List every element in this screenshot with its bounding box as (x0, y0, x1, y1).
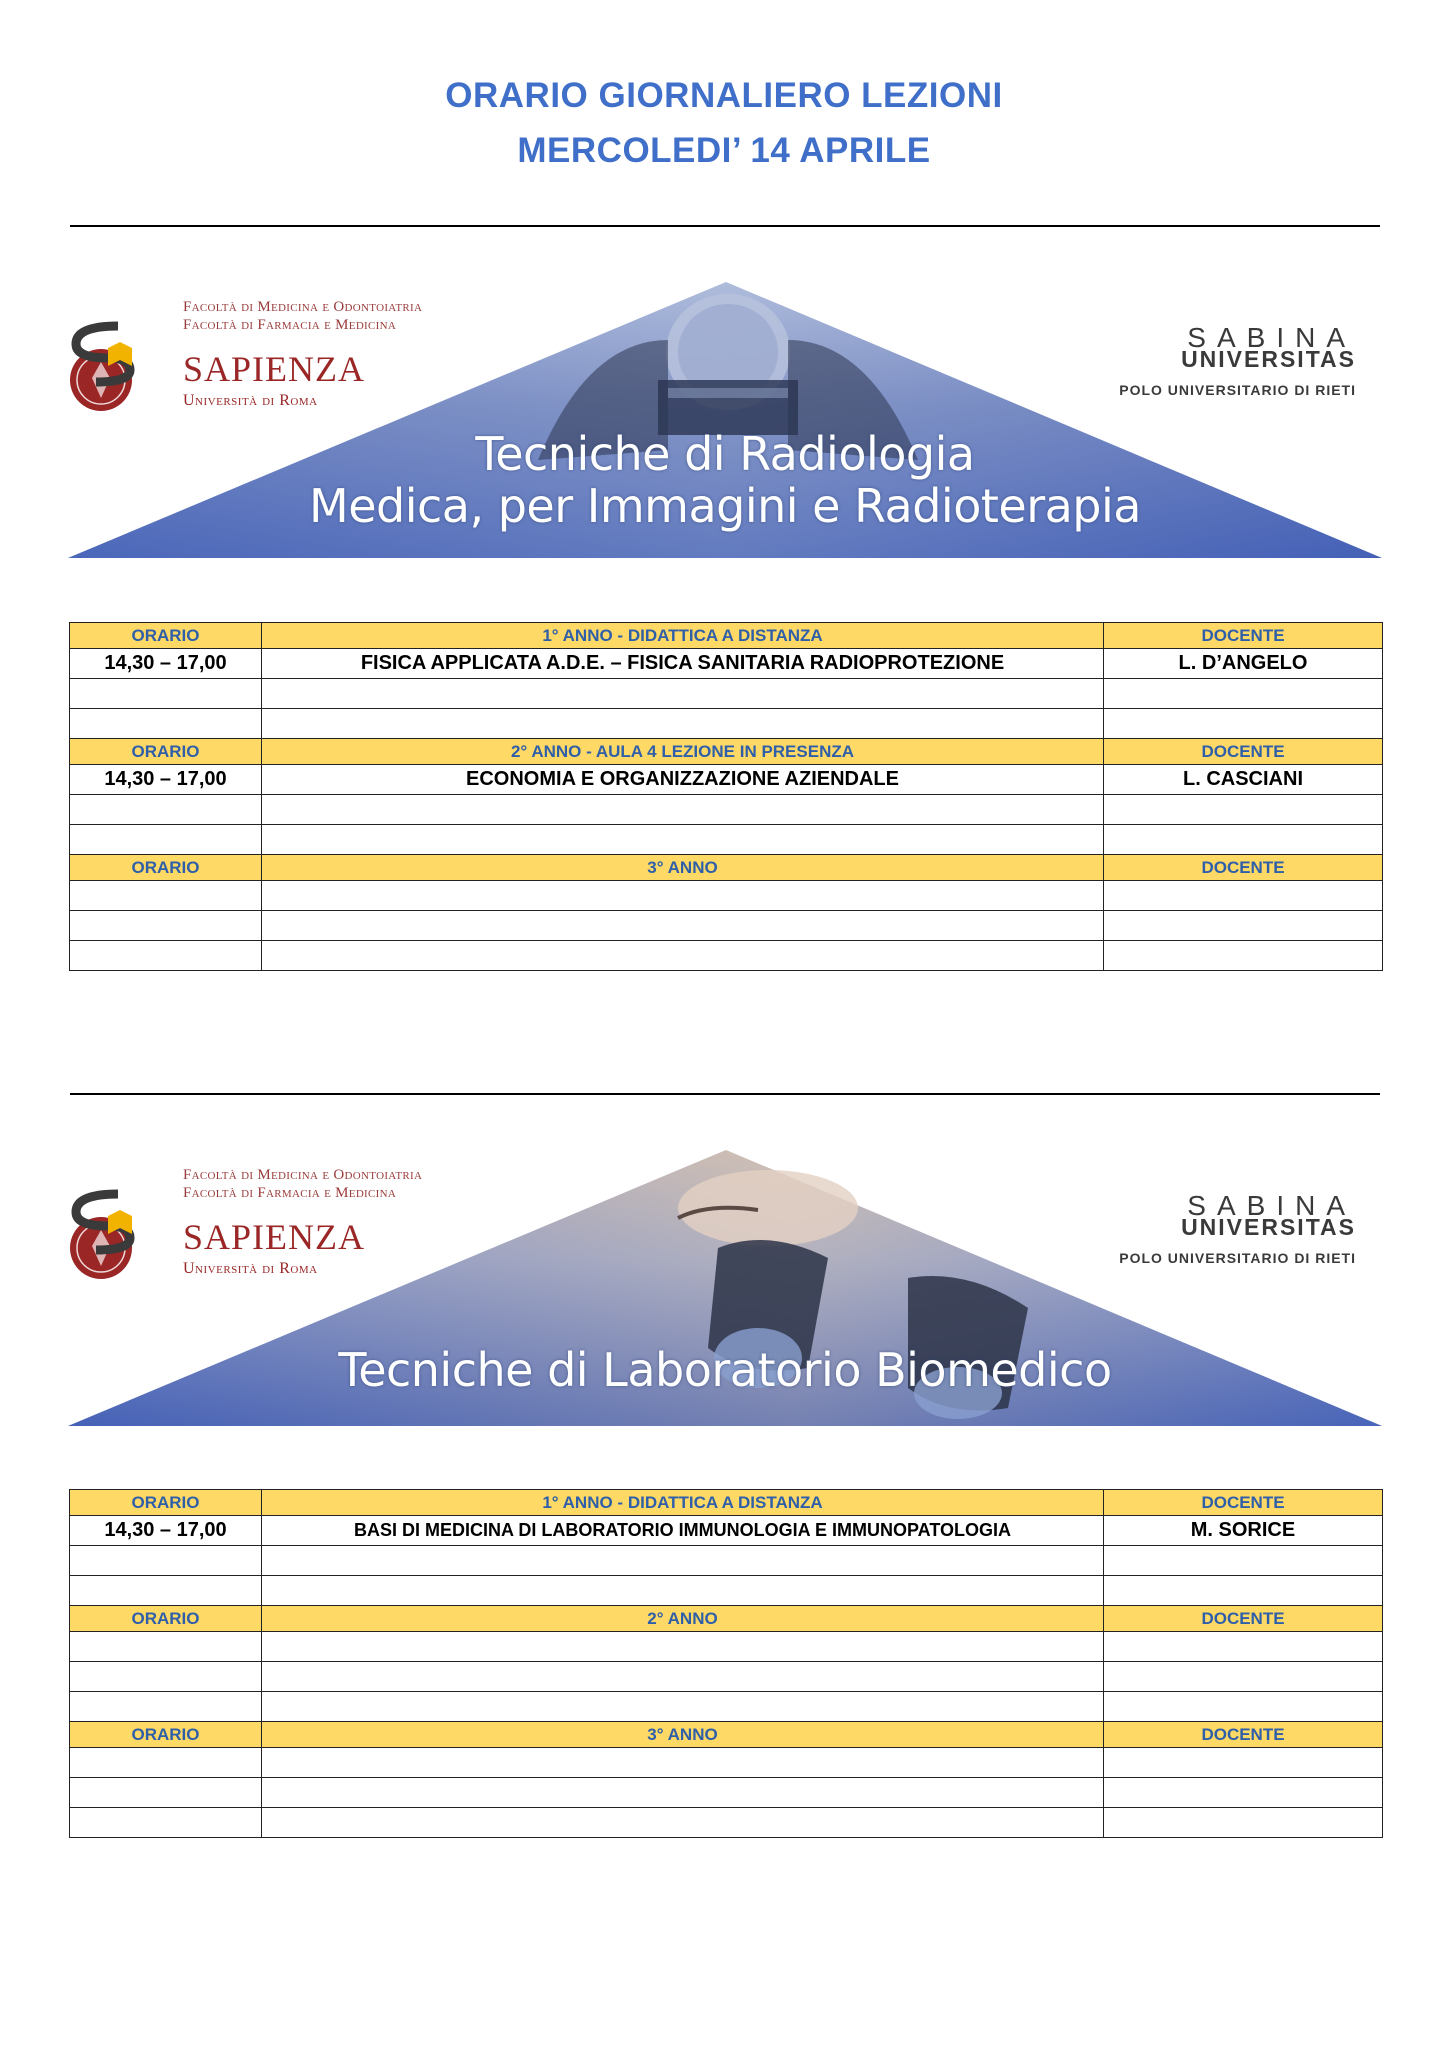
table-row (70, 709, 1383, 739)
sabina-word: SABINA (1187, 322, 1356, 353)
cell-teacher: L. D’ANGELO (1104, 649, 1383, 679)
divider (70, 1093, 1380, 1095)
cell-course (262, 795, 1104, 825)
cell-course (262, 1576, 1104, 1606)
table-row (70, 679, 1383, 709)
course-title-line1: Tecniche di Laboratorio Biomedico (338, 1343, 1112, 1397)
cell-time (70, 795, 262, 825)
cell-teacher (1104, 1808, 1383, 1838)
cell-course (262, 1778, 1104, 1808)
cell-teacher: M. SORICE (1104, 1516, 1383, 1546)
cell-teacher (1104, 881, 1383, 911)
table-row (70, 1576, 1383, 1606)
table-row (70, 941, 1383, 971)
course-title-line1: Tecniche di Radiologia (475, 427, 975, 481)
cell-time (70, 1546, 262, 1576)
cell-teacher (1104, 1778, 1383, 1808)
cell-course (262, 1692, 1104, 1722)
col-anno: 1° ANNO - DIDATTICA A DISTANZA (262, 623, 1104, 649)
cell-teacher (1104, 1692, 1383, 1722)
course-banner-laboratorio (68, 1148, 1382, 1428)
sabina-universitas-logo-icon (68, 314, 368, 394)
cell-time (70, 1632, 262, 1662)
col-docente: DOCENTE (1104, 1606, 1383, 1632)
cell-course (262, 825, 1104, 855)
cell-teacher (1104, 825, 1383, 855)
divider (70, 225, 1380, 227)
faculty-line-1: Facoltà di Medicina e Odontoiatria (183, 299, 423, 315)
cell-teacher (1104, 795, 1383, 825)
course-title-line2: Medica, per Immagini e Radioterapia (309, 479, 1141, 533)
table-header-row (70, 1490, 1383, 1516)
cell-teacher (1104, 679, 1383, 709)
cell-teacher (1104, 1662, 1383, 1692)
cell-course (262, 709, 1104, 739)
cell-teacher (1104, 1546, 1383, 1576)
table-row (70, 765, 1383, 795)
col-docente: DOCENTE (1104, 739, 1383, 765)
cell-course: BASI DI MEDICINA DI LABORATORIO IMMUNOLOGIA E IMMUNOPATOLOGIA (262, 1516, 1104, 1546)
table-row (70, 825, 1383, 855)
table-row (70, 1632, 1383, 1662)
table-header-row (70, 1606, 1383, 1632)
cell-course (262, 911, 1104, 941)
cell-time (70, 1808, 262, 1838)
faculty-line-2: Facoltà di Farmacia e Medicina (183, 1185, 397, 1201)
col-orario: ORARIO (70, 1606, 262, 1632)
cell-course (262, 1808, 1104, 1838)
cell-time (70, 679, 262, 709)
table-header-row (70, 1722, 1383, 1748)
cell-time (70, 1748, 262, 1778)
table-row (70, 1516, 1383, 1546)
cell-time (70, 1778, 262, 1808)
page-title-line1: ORARIO GIORNALIERO LEZIONI (445, 76, 1003, 115)
cell-teacher (1104, 1748, 1383, 1778)
sapienza-wordmark: SAPIENZA (183, 1217, 366, 1257)
cell-time (70, 1576, 262, 1606)
table-row (70, 1546, 1383, 1576)
cell-time: 14,30 – 17,00 (70, 1516, 262, 1546)
cell-teacher (1104, 1632, 1383, 1662)
table-row (70, 911, 1383, 941)
table-row (70, 881, 1383, 911)
cell-course (262, 1662, 1104, 1692)
table-header-row (70, 623, 1383, 649)
table-row (70, 795, 1383, 825)
col-docente: DOCENTE (1104, 623, 1383, 649)
col-anno: 3° ANNO (262, 1722, 1104, 1748)
col-orario: ORARIO (70, 739, 262, 765)
faculty-line-1: Facoltà di Medicina e Odontoiatria (183, 1167, 423, 1183)
cell-teacher (1104, 941, 1383, 971)
sapienza-subtitle: Università di Roma (183, 1260, 318, 1277)
table-row (70, 1662, 1383, 1692)
sabina-word: SABINA (1187, 1190, 1356, 1221)
col-anno: 2° ANNO (262, 1606, 1104, 1632)
schedule-table-radiologia (69, 622, 1383, 971)
cell-course (262, 941, 1104, 971)
table-row (70, 1692, 1383, 1722)
sapienza-wordmark: SAPIENZA (183, 349, 366, 389)
cell-time: 14,30 – 17,00 (70, 649, 262, 679)
col-docente: DOCENTE (1104, 855, 1383, 881)
col-anno: 2° ANNO - AULA 4 LEZIONE IN PRESENZA (262, 739, 1104, 765)
universitas-word: UNIVERSITAS (1181, 346, 1356, 372)
cell-time (70, 911, 262, 941)
cell-course: FISICA APPLICATA A.D.E. – FISICA SANITARIA RADIOPROTEZIONE (262, 649, 1104, 679)
cell-course (262, 881, 1104, 911)
cell-time (70, 1692, 262, 1722)
col-anno: 3° ANNO (262, 855, 1104, 881)
faculty-line-2: Facoltà di Farmacia e Medicina (183, 317, 397, 333)
col-orario: ORARIO (70, 1490, 262, 1516)
cell-course (262, 1546, 1104, 1576)
sapienza-subtitle: Università di Roma (183, 392, 318, 409)
polo-universitario-text: POLO UNIVERSITARIO DI RIETI (1119, 1250, 1356, 1266)
sabina-universitas-logo-icon (68, 1182, 368, 1262)
col-anno: 1° ANNO - DIDATTICA A DISTANZA (262, 1490, 1104, 1516)
table-row (70, 1808, 1383, 1838)
course-banner-radiologia (68, 280, 1382, 560)
table-row (70, 1778, 1383, 1808)
cell-time: 14,30 – 17,00 (70, 765, 262, 795)
schedule-table-laboratorio (69, 1489, 1383, 1838)
cell-teacher: L. CASCIANI (1104, 765, 1383, 795)
cell-time (70, 941, 262, 971)
universitas-word: UNIVERSITAS (1181, 1214, 1356, 1240)
cell-course (262, 1748, 1104, 1778)
col-orario: ORARIO (70, 623, 262, 649)
table-row (70, 1748, 1383, 1778)
cell-course: ECONOMIA E ORGANIZZAZIONE AZIENDALE (262, 765, 1104, 795)
col-docente: DOCENTE (1104, 1490, 1383, 1516)
cell-time (70, 881, 262, 911)
cell-time (70, 1662, 262, 1692)
cell-teacher (1104, 911, 1383, 941)
cell-teacher (1104, 709, 1383, 739)
page-title-line2: MERCOLEDI’ 14 APRILE (517, 131, 931, 170)
cell-teacher (1104, 1576, 1383, 1606)
table-header-row (70, 739, 1383, 765)
table-row (70, 649, 1383, 679)
col-orario: ORARIO (70, 1722, 262, 1748)
col-docente: DOCENTE (1104, 1722, 1383, 1748)
cell-course (262, 679, 1104, 709)
col-orario: ORARIO (70, 855, 262, 881)
cell-course (262, 1632, 1104, 1662)
table-header-row (70, 855, 1383, 881)
cell-time (70, 825, 262, 855)
polo-universitario-text: POLO UNIVERSITARIO DI RIETI (1119, 382, 1356, 398)
cell-time (70, 709, 262, 739)
